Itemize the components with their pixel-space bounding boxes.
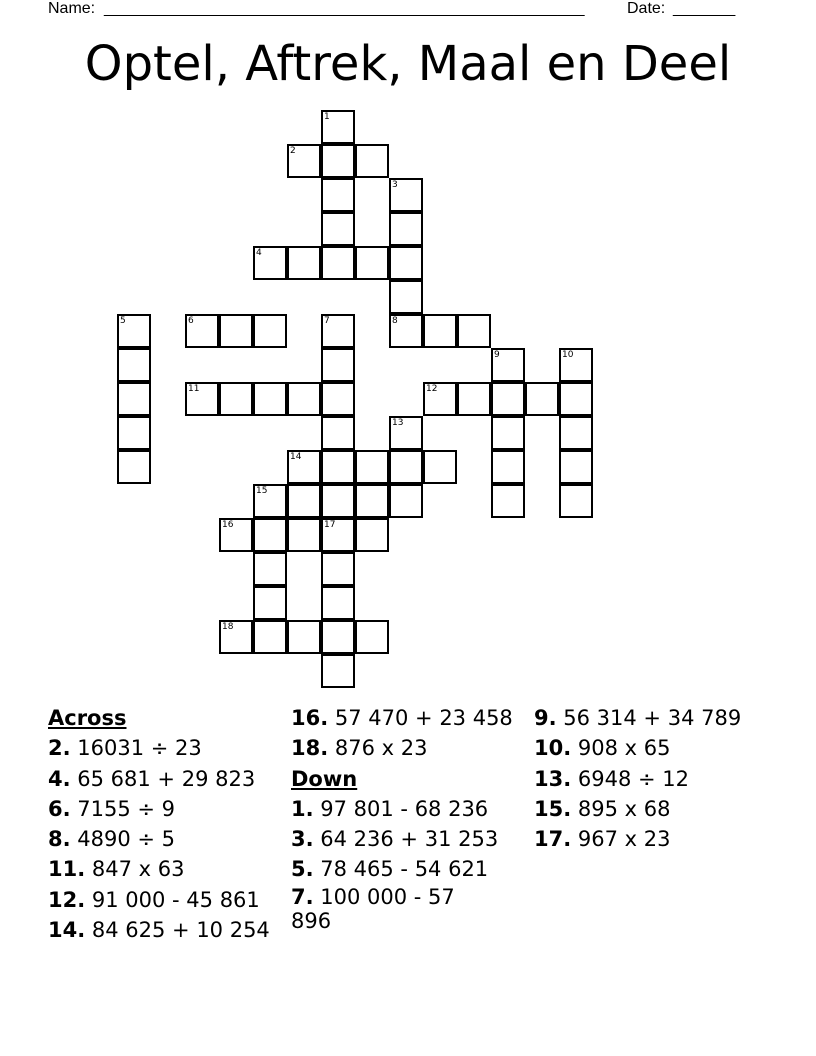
clue-number: 4. — [48, 766, 71, 791]
clue-across-16 — [291, 703, 531, 733]
clue-down-15 — [534, 794, 774, 824]
clue-number-label: 9 — [494, 350, 500, 360]
crossword-cell[interactable] — [253, 586, 287, 620]
crossword-cell[interactable] — [321, 348, 355, 382]
clue-number-label: 8 — [392, 316, 398, 326]
clue-across-18 — [291, 733, 531, 763]
clue-text: 65 681 + 29 823 — [77, 766, 256, 791]
clue-number: 6. — [48, 796, 71, 821]
clue-number: 15. — [534, 796, 572, 821]
crossword-cell[interactable] — [355, 484, 389, 518]
clue-number-label: 6 — [188, 316, 194, 326]
clue-number: 3. — [291, 827, 314, 852]
clue-number: 12. — [48, 887, 86, 912]
crossword-cell[interactable] — [117, 416, 151, 450]
clues-column-1 — [48, 703, 288, 945]
clue-down-9 — [534, 703, 774, 733]
crossword-cell[interactable] — [117, 450, 151, 484]
crossword-cell[interactable] — [321, 484, 355, 518]
clue-text: 908 x 65 — [577, 736, 671, 761]
clue-number-label: 1 — [324, 112, 330, 122]
clues-column-3 — [534, 703, 774, 854]
crossword-cell[interactable] — [253, 518, 287, 552]
clue-number: 8. — [48, 827, 71, 852]
crossword-cell[interactable] — [389, 246, 423, 280]
clue-text: 967 x 23 — [577, 827, 671, 852]
crossword-cell[interactable] — [559, 416, 593, 450]
clue-number: 14. — [48, 918, 86, 943]
crossword-cell[interactable] — [287, 484, 321, 518]
crossword-cell[interactable] — [287, 246, 321, 280]
crossword-cell[interactable] — [321, 416, 355, 450]
clue-text: 64 236 + 31 253 — [320, 827, 499, 852]
down-heading: Down — [291, 766, 358, 791]
clue-number-label: 13 — [392, 418, 404, 428]
clue-across-4 — [48, 764, 288, 794]
crossword-cell[interactable] — [491, 484, 525, 518]
crossword-cell[interactable] — [321, 382, 355, 416]
crossword-cell[interactable] — [491, 382, 525, 416]
crossword-cell[interactable] — [321, 620, 355, 654]
crossword-cell[interactable] — [355, 246, 389, 280]
crossword-cell[interactable] — [355, 450, 389, 484]
crossword-cell[interactable] — [423, 450, 457, 484]
clue-text: 4890 ÷ 5 — [77, 827, 176, 852]
clue-text: 7155 ÷ 9 — [77, 796, 176, 821]
clue-number-label: 7 — [324, 316, 330, 326]
clue-number-label: 10 — [562, 350, 574, 360]
clue-across-14 — [48, 915, 288, 945]
crossword-cell[interactable] — [559, 450, 593, 484]
crossword-cell[interactable] — [321, 144, 355, 178]
clue-number-label: 16 — [222, 520, 234, 530]
clue-text: 56 314 + 34 789 — [563, 706, 742, 730]
crossword-cell[interactable] — [253, 382, 287, 416]
clue-number: 2. — [48, 736, 71, 761]
clue-number-label: 11 — [188, 384, 200, 394]
crossword-cell[interactable] — [321, 212, 355, 246]
name-label: Name: — [48, 0, 96, 17]
crossword-cell[interactable] — [219, 382, 253, 416]
clue-text: 6948 ÷ 12 — [577, 766, 690, 791]
clue-text: 895 x 68 — [577, 796, 671, 821]
crossword-cell[interactable] — [219, 314, 253, 348]
clue-across-12 — [48, 885, 288, 915]
clue-down-7 — [291, 885, 481, 933]
clue-text: 91 000 - 45 861 — [91, 887, 260, 912]
clue-number-label: 15 — [256, 486, 268, 496]
clue-across-6 — [48, 794, 288, 824]
crossword-cell[interactable] — [559, 382, 593, 416]
clue-number-label: 2 — [290, 146, 296, 156]
crossword-cell[interactable] — [253, 552, 287, 586]
clue-down-1 — [291, 794, 531, 824]
crossword-cell[interactable] — [321, 552, 355, 586]
clue-number: 17. — [534, 827, 572, 852]
clue-text: 876 x 23 — [334, 736, 428, 761]
crossword-cell[interactable] — [491, 416, 525, 450]
clue-across-11 — [48, 854, 288, 884]
crossword-cell[interactable] — [389, 212, 423, 246]
crossword-cell[interactable] — [525, 382, 559, 416]
clue-number: 7. — [291, 884, 314, 909]
across-heading: Across — [48, 706, 127, 730]
clue-number: 10. — [534, 736, 572, 761]
crossword-cell[interactable] — [321, 654, 355, 688]
crossword-cell[interactable] — [287, 382, 321, 416]
clue-number: 13. — [534, 766, 572, 791]
crossword-cell[interactable] — [355, 518, 389, 552]
crossword-cell[interactable] — [253, 314, 287, 348]
crossword-cell[interactable] — [321, 586, 355, 620]
clue-down-5 — [291, 854, 531, 884]
clue-text: 57 470 + 23 458 — [334, 706, 513, 730]
crossword-cell[interactable] — [321, 178, 355, 212]
clue-across-2 — [48, 733, 288, 763]
crossword-cell[interactable] — [389, 450, 423, 484]
clue-number-label: 18 — [222, 622, 234, 632]
clue-number: 18. — [291, 736, 329, 761]
crossword-cell[interactable] — [355, 144, 389, 178]
clue-text: 78 465 - 54 621 — [320, 857, 489, 882]
page-title: Optel, Aftrek, Maal en Deel — [84, 36, 732, 92]
crossword-cell[interactable] — [389, 484, 423, 518]
clue-number-label: 12 — [426, 384, 438, 394]
clue-number-label: 14 — [290, 452, 302, 462]
clue-down-10 — [534, 733, 774, 763]
clue-text: 847 x 63 — [91, 857, 185, 882]
date-label: Date: — [627, 0, 666, 17]
crossword-cell[interactable] — [117, 348, 151, 382]
clue-number-label: 17 — [324, 520, 336, 530]
crossword-cell[interactable] — [355, 620, 389, 654]
crossword-cell[interactable] — [287, 518, 321, 552]
crossword-cell[interactable] — [287, 620, 321, 654]
crossword-cell[interactable] — [321, 450, 355, 484]
clue-number: 9. — [534, 706, 557, 730]
date-line[interactable]: _______ — [673, 0, 736, 17]
crossword-cell[interactable] — [117, 382, 151, 416]
crossword-cell[interactable] — [253, 620, 287, 654]
clue-across-8 — [48, 824, 288, 854]
clue-number: 1. — [291, 796, 314, 821]
clue-text: 16031 ÷ 23 — [77, 736, 202, 761]
clue-down-13 — [534, 764, 774, 794]
clue-down-17 — [534, 824, 774, 854]
crossword-cell[interactable] — [423, 314, 457, 348]
crossword-cell[interactable] — [457, 382, 491, 416]
clue-number-label: 3 — [392, 180, 398, 190]
clue-text: 100 000 - 57 896 — [291, 884, 455, 933]
crossword-cell[interactable] — [559, 484, 593, 518]
clue-down-3 — [291, 824, 531, 854]
clue-number: 5. — [291, 857, 314, 882]
clues-column-2 — [291, 703, 531, 939]
clue-number-label: 4 — [256, 248, 262, 258]
crossword-cell[interactable] — [457, 314, 491, 348]
crossword-cell[interactable] — [321, 246, 355, 280]
clue-text: 97 801 - 68 236 — [320, 796, 489, 821]
name-line[interactable]: ______________________________________________________ — [104, 0, 585, 17]
crossword-cell[interactable] — [389, 280, 423, 314]
clue-number: 11. — [48, 857, 86, 882]
clue-number: 16. — [291, 706, 329, 730]
crossword-cell[interactable] — [491, 450, 525, 484]
clue-text: 84 625 + 10 254 — [91, 918, 270, 943]
clue-number-label: 5 — [120, 316, 126, 326]
